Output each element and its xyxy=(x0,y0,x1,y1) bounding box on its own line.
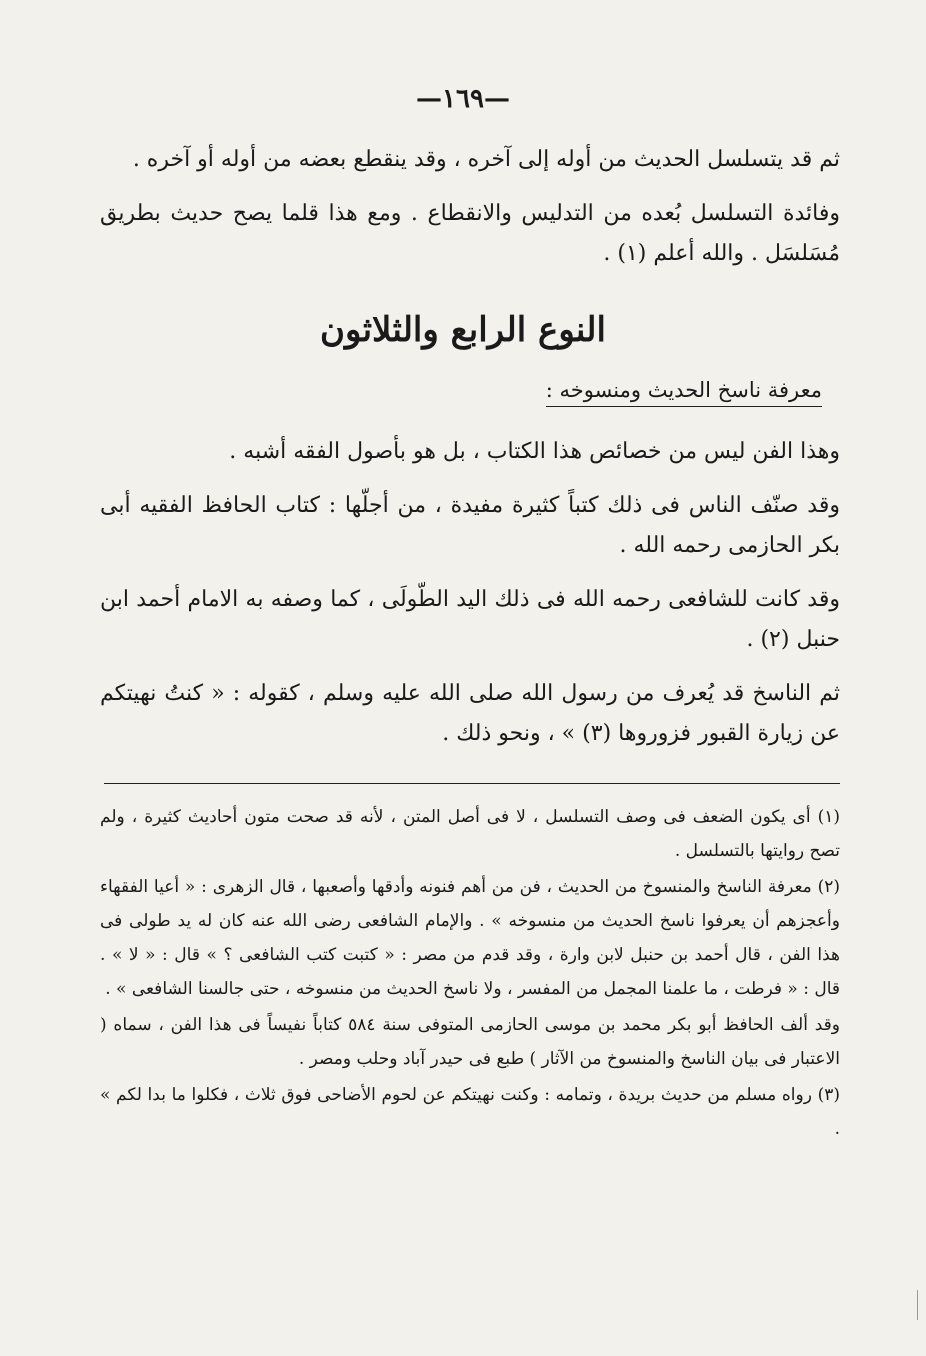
body-text xyxy=(100,432,840,768)
section-subheading xyxy=(546,378,822,402)
paragraph: ثم الناسخ قد يُعرف من رسول الله صلى الله عليه وسلم ، كقوله : « كنتُ نهيتكم عن زيارة القبور فزوروها (٣) » ، ونحو ذلك . xyxy=(100,681,840,746)
scan-edge-mark xyxy=(917,1290,918,1320)
paragraph: وفائدة التسلسل بُعده من التدليس والانقطاع . ومع هذا قلما يصح حديث بطريق مُسَلسَل . والله أعلم (١) . xyxy=(100,201,840,266)
paragraph: وقد كانت للشافعى رحمه الله فى ذلك اليد الطّولَى ، كما وصفه به الامام أحمد ابن حنبل (٢) . xyxy=(100,587,840,652)
footnote: (٢) معرفة الناسخ والمنسوخ من الحديث ، فن من أهم فنونه وأدقها وأصعبها ، قال الزهرى : « أعيا الفقهاء وأعجزهم أن يعرفوا ناسخ الحديث من منسوخه » . والإمام الشافعى رضى الله عنه كان له يد طولى فى هذا الفن ، قال أحمد بن حنبل لابن وارة ، وقد قدم من مصر : « كتبت كتب الشافعى ؟ » قال : « لا » . قال : « فرطت ، ما علمنا المجمل من المفسر ، ولا ناسخ الحديث من منسوخه ، حتى جالسنا الشافعى » . xyxy=(100,877,840,999)
paragraph: وهذا الفن ليس من خصائص هذا الكتاب ، بل هو بأصول الفقه أشبه . xyxy=(229,439,840,464)
footnote: (٣) رواه مسلم من حديث بريدة ، وتمامه : وكنت نهيتكم عن لحوم الأضاحى فوق ثلاث ، فكلوا ما بدا لكم » . xyxy=(100,1085,840,1139)
footnote: (١) أى يكون الضعف فى وصف التسلسل ، لا فى أصل المتن ، لأنه قد صحت متون أحاديث كثيرة ، ولم تصح روايتها بالتسلسل . xyxy=(100,807,840,861)
footnote: وقد ألف الحافظ أبو بكر محمد بن موسى الحازمى المتوفى سنة ٥٨٤ كتاباً نفيساً فى هذا الفن ، سماه ( الاعتبار فى بيان الناسخ والمنسوخ من الآثار ) طبع فى حيدر آباد وحلب ومصر . xyxy=(100,1015,840,1069)
footnote-divider xyxy=(104,783,840,784)
paragraph: وقد صنّف الناس فى ذلك كتباً كثيرة مفيدة ، من أجلّها : كتاب الحافظ الفقيه أبى بكر الحازمى رحمه الله . xyxy=(100,493,840,558)
section-heading: النوع الرابع والثلاثون xyxy=(320,310,606,350)
subheading-text: معرفة ناسخ الحديث ومنسوخه : xyxy=(546,378,822,407)
paragraph: ثم قد يتسلسل الحديث من أوله إلى آخره ، وقد ينقطع بعضه من أوله أو آخره . xyxy=(132,147,840,172)
footnotes xyxy=(100,800,840,1148)
top-text xyxy=(100,140,840,288)
page-number: —١٦٩— xyxy=(416,84,510,114)
